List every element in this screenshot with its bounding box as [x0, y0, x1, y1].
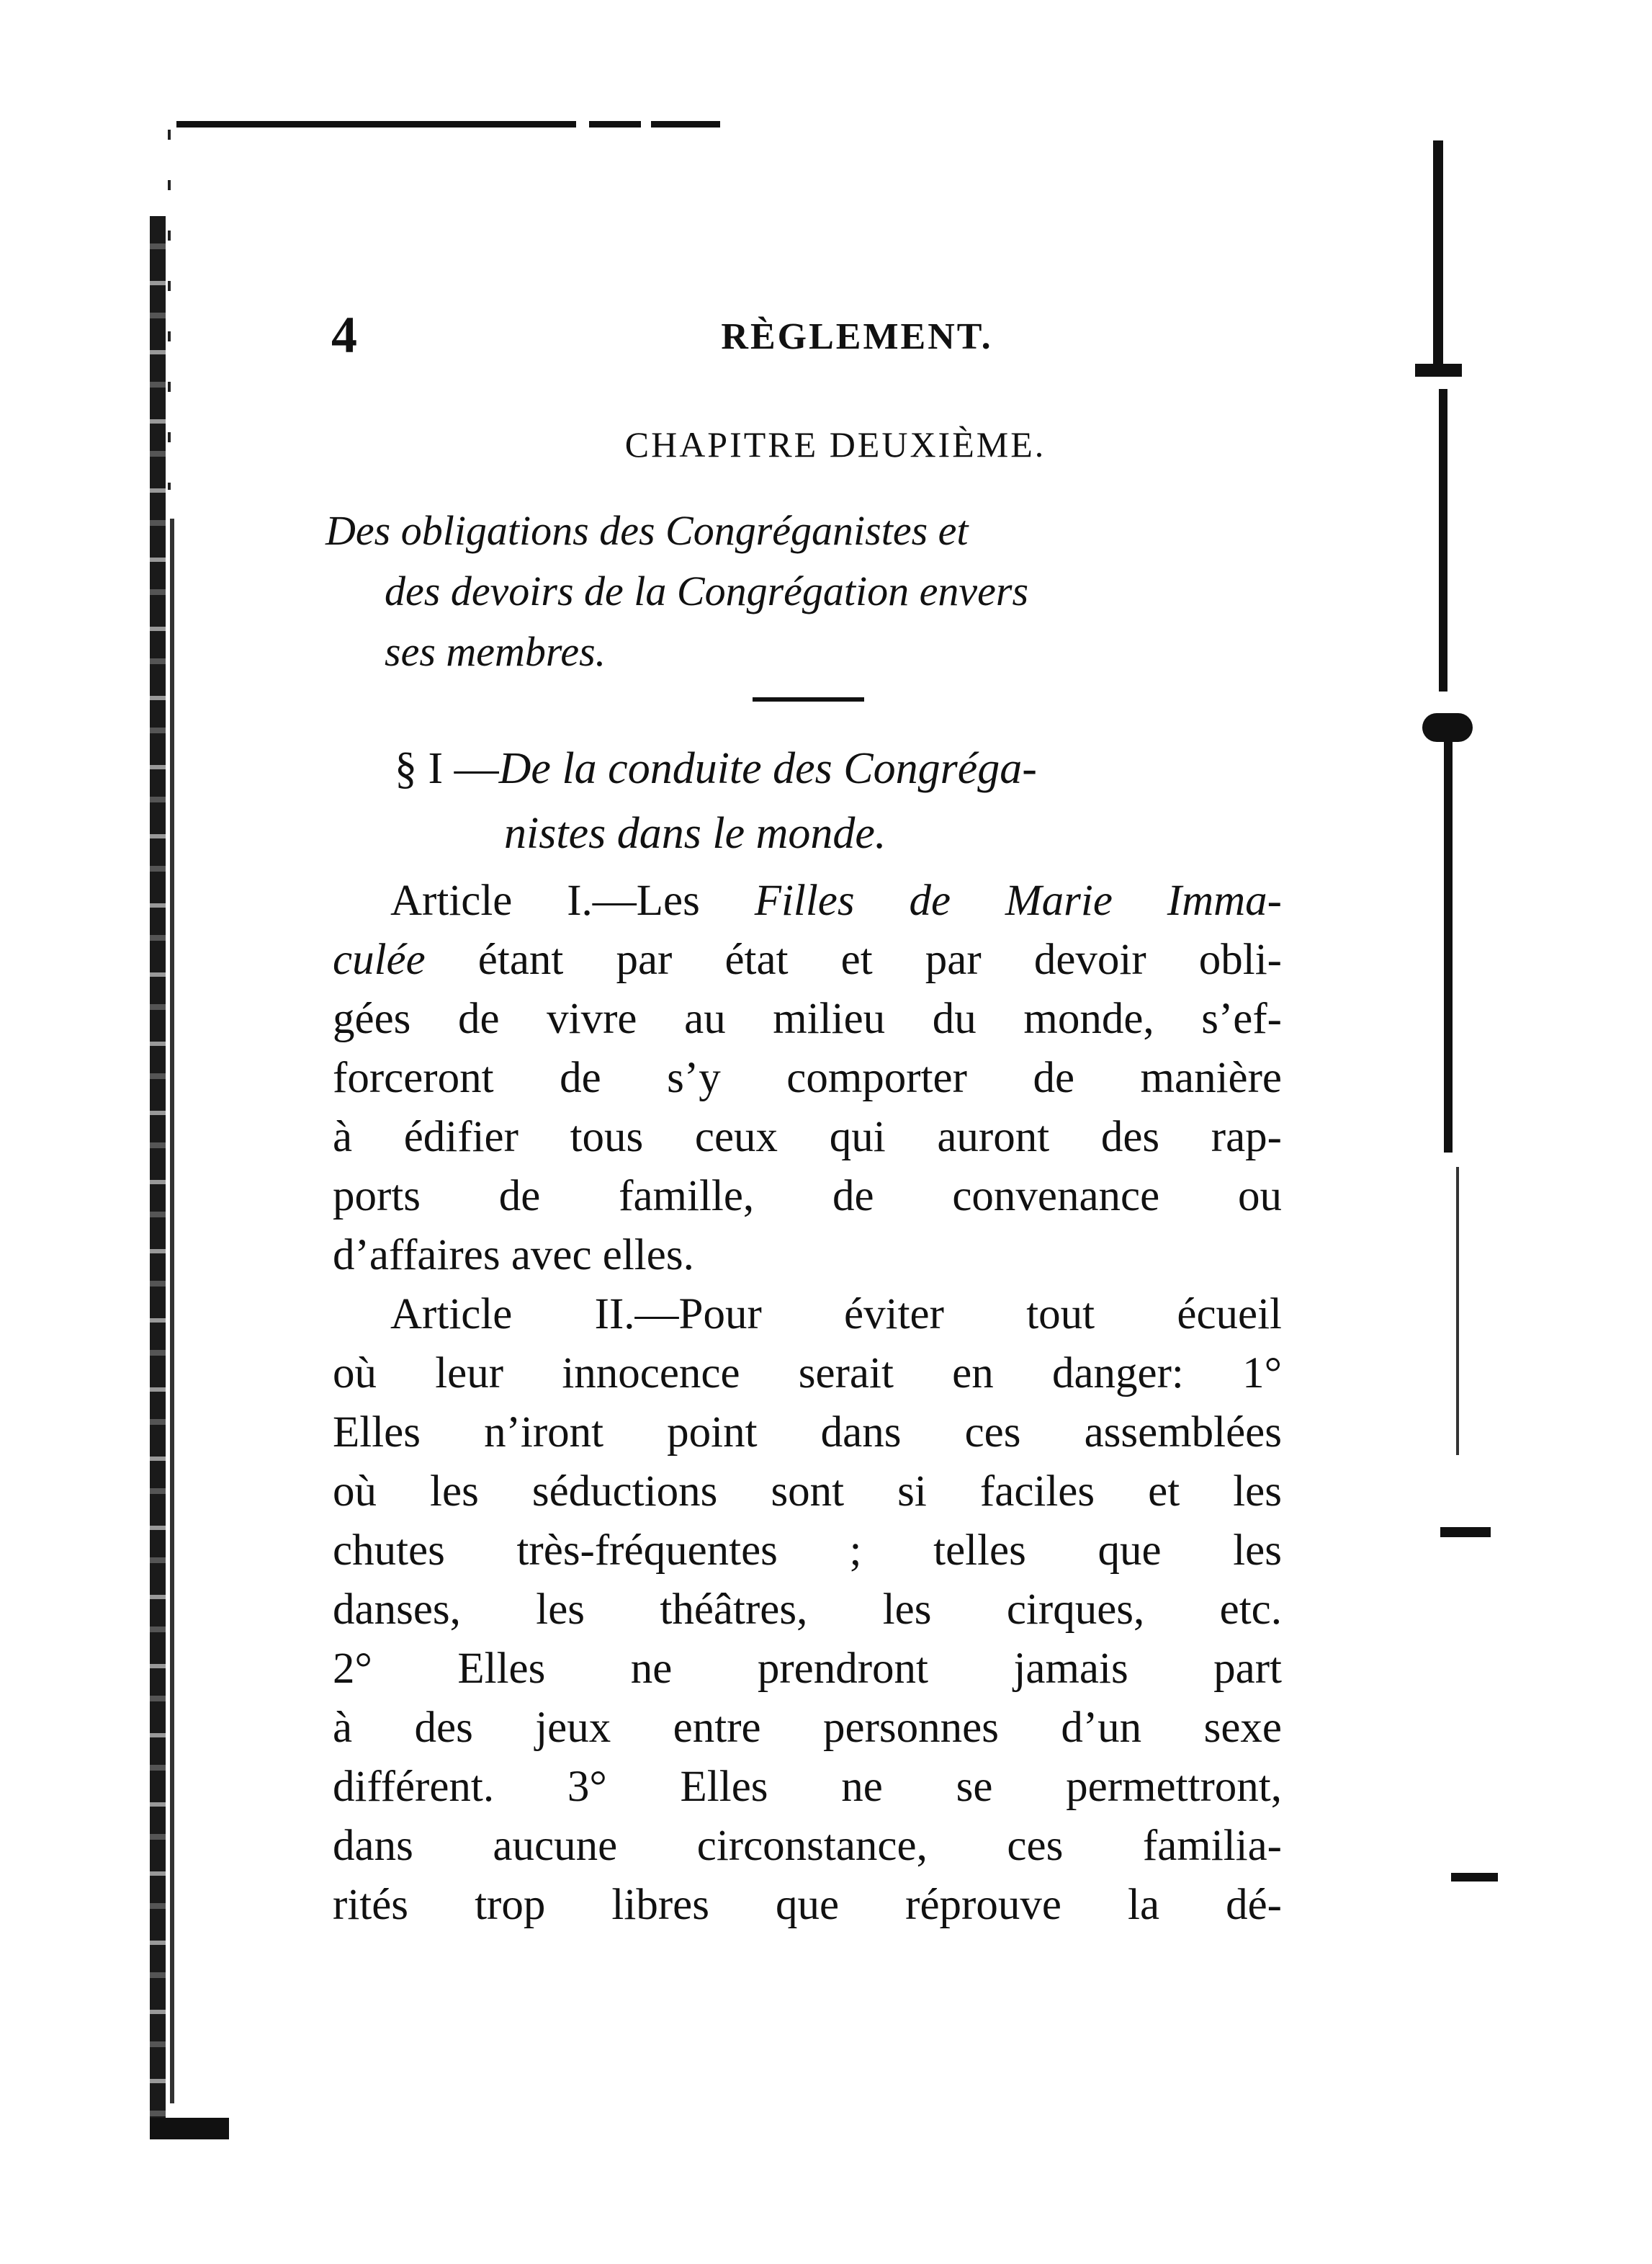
top-rule [176, 121, 767, 127]
paragraph-line: à des jeux entre personnes d’un sexe [333, 1704, 1282, 1752]
running-head [317, 306, 1311, 364]
paragraph-line: dans aucune circonstance, ces familia- [333, 1822, 1282, 1870]
article-text-italic: culée [333, 936, 426, 984]
right-binding-mark [1451, 1873, 1498, 1882]
paragraph-line: à édifier tous ceux qui auront des rap- [333, 1113, 1282, 1161]
right-binding-edge [1439, 389, 1447, 692]
running-head-title: RÈGLEMENT. [721, 316, 993, 357]
left-binding-foot [150, 2118, 229, 2139]
paragraph-line: où leur innocence serait en danger: 1° [333, 1349, 1282, 1397]
article-1 [333, 872, 1282, 1285]
right-binding-mark [1440, 1527, 1491, 1537]
paragraph-line: différent. 3° Elles ne se permettront, [333, 1763, 1282, 1811]
paragraph-line: chutes très-fréquentes ; telles que les [333, 1526, 1282, 1575]
section-heading-line: nistes dans le monde. [504, 809, 886, 858]
page-number: 4 [331, 306, 357, 364]
chapter-subtitle-line: Des obligations des Congréganistes et [326, 507, 969, 554]
chapter-subtitle [326, 501, 1276, 682]
right-binding-edge [1456, 1167, 1459, 1455]
article-label: Article I.— [390, 877, 637, 925]
chapter-title: CHAPITRE DEUXIÈME. [624, 424, 1046, 465]
article-text: Les [636, 877, 700, 925]
paragraph-line [333, 872, 1282, 931]
paragraph-line: Article II.—Pour éviter tout écueil [390, 1290, 1282, 1338]
chapter-subtitle-line: des devoirs de la Congrégation envers [385, 568, 1029, 614]
chapter-subtitle-line: ses membres. [385, 628, 606, 675]
article-2 [333, 1285, 1282, 1935]
right-binding-edge [1433, 140, 1443, 371]
article-text: étant par état et par devoir obli- [425, 936, 1282, 984]
paragraph-line: danses, les théâtres, les cirques, etc. [333, 1585, 1282, 1634]
paragraph-line: rités trop libres que réprouve la dé- [333, 1881, 1282, 1929]
paragraph-line: Elles n’iront point dans ces assemblées [333, 1408, 1282, 1457]
paragraph-line: où les séductions sont si faciles et les [333, 1467, 1282, 1516]
article-text-italic: Filles de Marie Imma- [754, 877, 1282, 925]
paragraph-line: gées de vivre au milieu du monde, s’ef- [333, 995, 1282, 1043]
right-binding-mark [1422, 713, 1473, 742]
top-rule-gap [576, 120, 589, 129]
section-heading-line: De la conduite des Congréga- [498, 744, 1037, 793]
left-binding-edge [150, 216, 166, 2118]
left-binding-inner [170, 519, 174, 2103]
right-binding-edge [1444, 720, 1453, 1153]
paragraph-line: 2° Elles ne prendront jamais part [333, 1645, 1282, 1693]
left-margin-dots [168, 130, 171, 490]
top-rule-gap [720, 120, 771, 129]
paragraph-line: d’affaires avec elles. [333, 1231, 694, 1279]
paragraph-line: forceront de s’y comporter de manière [333, 1054, 1282, 1102]
paragraph-line: ports de famille, de convenance ou [333, 1172, 1282, 1220]
body-text [333, 872, 1282, 1935]
section-heading [395, 736, 1288, 866]
top-rule-gap [641, 120, 651, 129]
section-marker: § I — [395, 744, 499, 793]
right-binding-mark [1415, 364, 1462, 377]
section-separator [753, 697, 864, 702]
paragraph-line [333, 931, 1282, 990]
